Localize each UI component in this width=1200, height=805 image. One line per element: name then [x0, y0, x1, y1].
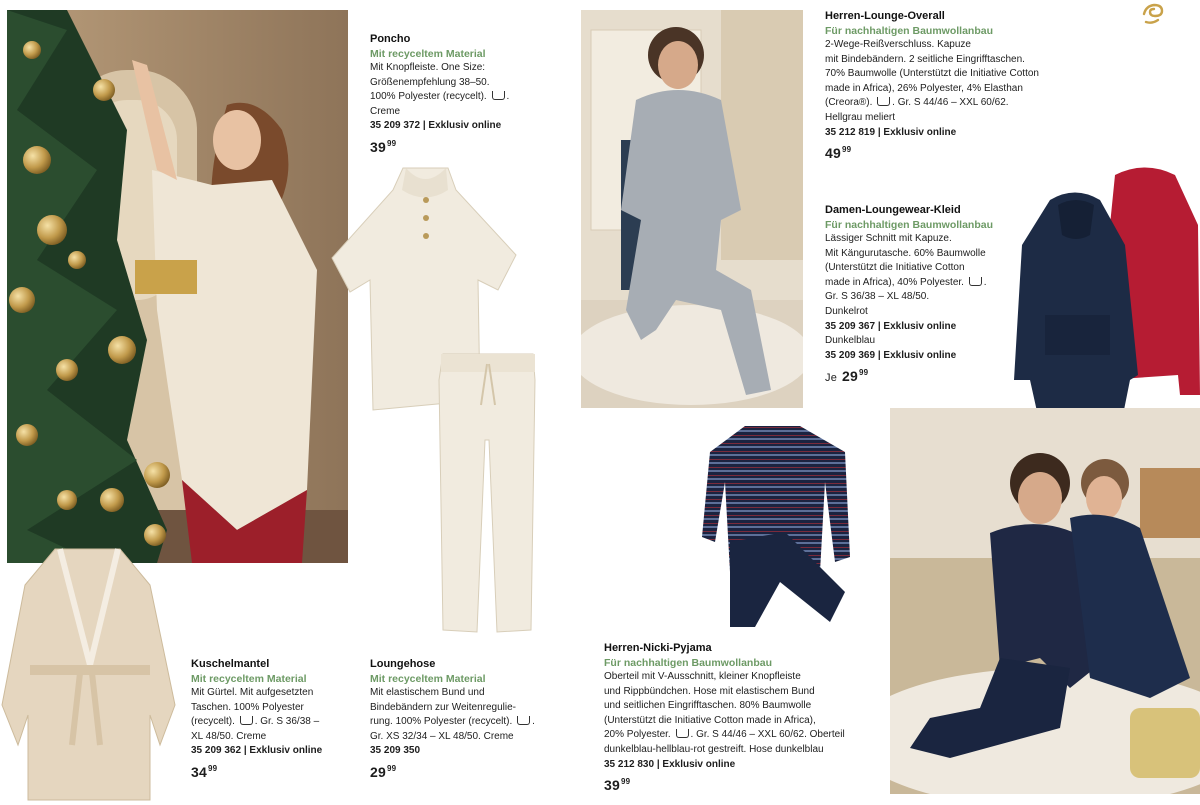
kleid-subtitle: Für nachhaltigen Baumwollanbau [825, 219, 994, 231]
overall-line: mit Bindebändern. 2 seitliche Eingrifftaschen. [825, 53, 1025, 65]
poncho-subtitle: Mit recyceltem Material [370, 48, 486, 60]
overall-description [825, 9, 1085, 161]
poncho-article-number: 35 209 372 | Exklusiv online [370, 120, 502, 132]
wash-care-icon [969, 277, 982, 286]
loungehose-line: Bindebändern zur Weitenregulie- [370, 701, 517, 713]
wash-care-icon [240, 716, 253, 725]
kuschelmantel-line: Mit Gürtel. Mit aufgesetzten [191, 687, 314, 698]
pyjama-subtitle: Für nachhaltigen Baumwollanbau [604, 657, 773, 669]
kuschelmantel-article-number: 35 209 362 | Exklusiv online [191, 745, 323, 757]
pyjama-line: 20% Polyester. . Gr. S 44/46 – XXL 60/62. Oberteil [604, 729, 845, 741]
kleid-line: Gr. S 36/38 – XL 48/50. [825, 291, 930, 303]
loungehose-title: Loungehose [370, 658, 436, 670]
pyjama-title: Herren-Nicki-Pyjama [604, 642, 712, 654]
loungehose-article-number: 35 209 350 [370, 745, 421, 757]
pyjama-line: dunkelblau-hellblau-rot gestreift. Hose dunkelblau [604, 743, 824, 755]
poncho-line: Größenempfehlung 38–50. [370, 76, 490, 88]
kleid-product-image [1010, 165, 1200, 427]
pyjama-price: $39^{99}$ [604, 777, 631, 794]
overall-line: 2-Wege-Reißverschluss. Kapuze [825, 39, 971, 50]
overall-title: Herren-Lounge-Overall [825, 10, 945, 22]
photo-man-lounge-overall [581, 10, 803, 408]
loungehose-product-image [435, 350, 540, 638]
pyjama-description [604, 641, 884, 793]
overall-article-number: 35 212 819 | Exklusiv online [825, 126, 957, 138]
overall-line: Hellgrau meliert [825, 111, 896, 123]
kleid-line: Lässiger Schnitt mit Kapuze. [825, 233, 952, 244]
kleid-variant-red: Dunkelrot [825, 305, 868, 317]
kleid-title: Damen-Loungewear-Kleid [825, 204, 961, 216]
kuschelmantel-line: (recycelt). . Gr. S 36/38 – [191, 716, 320, 728]
wash-care-icon [492, 91, 505, 100]
kleid-line: Mit Kängurutasche. 60% Baumwolle [825, 247, 986, 259]
wash-care-icon [877, 97, 890, 106]
loungehose-subtitle: Mit recyceltem Material [370, 673, 486, 685]
kuschelmantel-description [191, 657, 361, 780]
wash-care-icon [676, 729, 689, 738]
overall-line: (Creora®). . Gr. S 44/46 – XXL 60/62. [825, 97, 1009, 109]
kleid-line: (Unterstützt die Initiative Cotton [825, 262, 965, 274]
overall-price: $49^{99}$ [825, 145, 852, 162]
loungehose-line: Mit elastischem Bund und [370, 687, 485, 698]
kuschelmantel-title: Kuschelmantel [191, 658, 270, 670]
kleid-description [825, 203, 1010, 386]
overall-line: made in Africa), 26% Polyester, 4% Elasthan [825, 82, 1023, 94]
pyjama-line: und seitlichen Eingrifftaschen. 80% Baumwolle [604, 700, 812, 712]
poncho-line: Mit Knopfleiste. One Size: [370, 62, 486, 73]
overall-line: 70% Baumwolle (Unterstützt die Initiative Cotton [825, 68, 1039, 80]
kuschelmantel-price: $34^{99}$ [191, 763, 218, 780]
pyjama-line: und Rippbündchen. Hose mit elastischem Bund [604, 685, 815, 697]
pyjama-product-image [700, 422, 850, 640]
kuschelmantel-product-image [0, 545, 178, 805]
loungehose-description [370, 657, 560, 780]
wash-care-icon [517, 716, 530, 725]
loungehose-line: rung. 100% Polyester (recycelt). . [370, 716, 535, 728]
kleid-article-number-red: 35 209 367 | Exklusiv online [825, 320, 957, 332]
kleid-variant-blue: Dunkelblau [825, 335, 876, 347]
poncho-line: Creme [370, 105, 401, 117]
pyjama-line: (Unterstützt die Initiative Cotton made in Africa), [604, 714, 816, 726]
pyjama-article-number: 35 212 830 | Exklusiv online [604, 758, 736, 770]
poncho-title: Poncho [370, 33, 411, 45]
kuschelmantel-subtitle: Mit recyceltem Material [191, 673, 307, 685]
kuschelmantel-line: Taschen. 100% Polyester [191, 701, 304, 713]
kleid-price: Je $29^{99}$ [825, 368, 869, 385]
loungehose-line: Gr. XS 32/34 – XL 48/50. Creme [370, 730, 514, 742]
pyjama-line: Oberteil mit V-Ausschnitt, kleiner Knopfleiste [604, 671, 801, 682]
photo-woman-christmas-tree [7, 10, 348, 563]
poncho-line: 100% Polyester (recycelt). . [370, 91, 510, 103]
brand-mark-icon [1140, 2, 1166, 26]
loungehose-price: $29^{99}$ [370, 763, 397, 780]
kleid-line: made in Africa), 40% Polyester. . [825, 276, 987, 288]
poncho-description [370, 32, 540, 155]
kuschelmantel-line: XL 48/50. Creme [191, 730, 267, 742]
kleid-article-number-blue: 35 209 369 | Exklusiv online [825, 349, 957, 361]
photo-couple-pyjama [890, 408, 1200, 794]
overall-subtitle: Für nachhaltigen Baumwollanbau [825, 25, 994, 37]
poncho-price: $39^{99}$ [370, 138, 397, 155]
